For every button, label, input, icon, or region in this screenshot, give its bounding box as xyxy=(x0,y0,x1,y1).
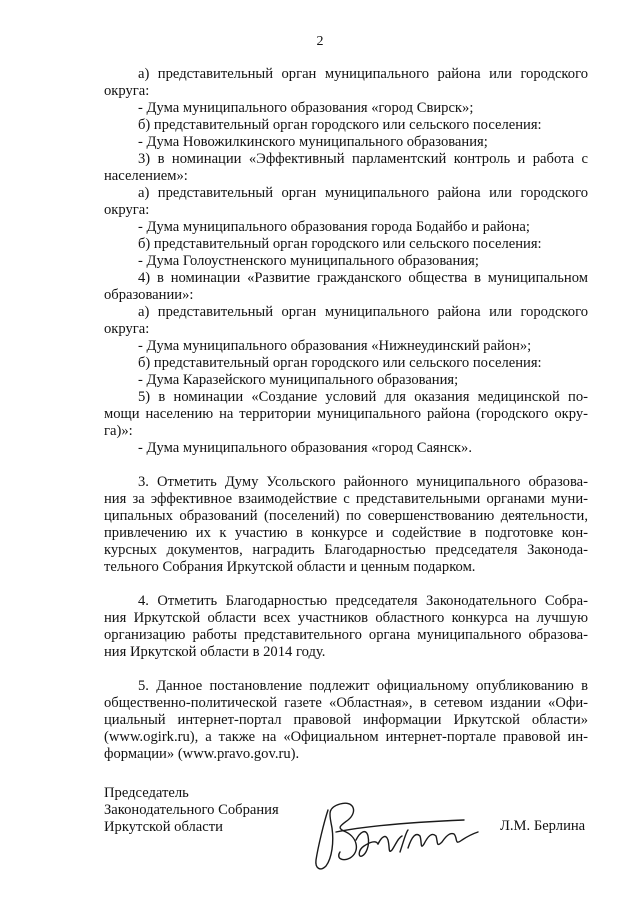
text-line: б) представительный орган городского или сельского поселения: xyxy=(138,236,542,252)
text-line: - Дума муниципального образования города Бодайбо и района; xyxy=(138,219,530,235)
text-line: округа: xyxy=(104,321,150,337)
text-line: а) представительный орган муниципального района или городского xyxy=(138,304,588,320)
text-line: га)»: xyxy=(104,423,133,439)
signatory-position: Законодательного Собрания xyxy=(104,802,279,818)
text-line: организацию работы представительного органа муниципального образова- xyxy=(104,627,588,643)
page-number: 2 xyxy=(316,34,324,49)
text-line: 5) в номинации «Создание условий для оказания медицинской по- xyxy=(138,389,588,405)
handwritten-signature xyxy=(296,792,496,882)
text-line: 3) в номинации «Эффективный парламентский контроль и работа с xyxy=(138,151,588,167)
signatory-position: Председатель xyxy=(104,785,189,801)
text-line: циальный интернет-портал правовой информации Иркутской области» xyxy=(104,712,588,728)
text-line: а) представительный орган муниципального района или городского xyxy=(138,66,588,82)
text-line: ципальных образований (поселений) по совершенствованию деятельности, xyxy=(104,508,588,524)
text-line: округа: xyxy=(104,202,150,218)
text-line: а) представительный орган муниципального района или городского xyxy=(138,185,588,201)
text-line: формации» (www.pravo.gov.ru). xyxy=(104,746,300,762)
text-line: тельного Собрания Иркутской области и ценным подарком. xyxy=(104,559,476,575)
text-line: б) представительный орган городского или сельского поселения: xyxy=(138,355,542,371)
text-line: 4) в номинации «Развитие гражданского общества в муниципальном xyxy=(138,270,588,286)
text-line: 4. Отметить Благодарностью председателя Законодательного Собра- xyxy=(138,593,588,609)
text-line: - Дума Каразейского муниципального образования; xyxy=(138,372,459,388)
text-line: - Дума муниципального образования «Нижнеудинский район»; xyxy=(138,338,532,354)
text-line: привлечению их к участию в конкурсе и содействие в подготовке кон- xyxy=(104,525,588,541)
text-line: ния за эффективное взаимодействие с представительными органами муни- xyxy=(104,491,588,507)
text-line: ния Иркутской области в 2014 году. xyxy=(104,644,326,660)
signatory-position: Иркутской области xyxy=(104,819,223,835)
text-line: ния Иркутской области всех участников областного конкурса на лучшую xyxy=(104,610,588,626)
text-line: округа: xyxy=(104,83,150,99)
text-line: - Дума муниципального образования «город Саянск». xyxy=(138,440,472,456)
signatory-name: Л.М. Берлина xyxy=(500,818,586,834)
text-line: (www.ogirk.ru), а также на «Официальном интернет-портале правовой ин- xyxy=(104,729,588,745)
text-line: 3. Отметить Думу Усольского районного муниципального образова- xyxy=(138,474,588,490)
text-line: образовании»: xyxy=(104,287,194,303)
text-line: - Дума муниципального образования «город Свирск»; xyxy=(138,100,474,116)
text-line: - Дума Голоустненского муниципального образования; xyxy=(138,253,479,269)
text-line: общественно-политической газете «Областная», в сетевом издании «Офи- xyxy=(104,695,588,711)
text-line: б) представительный орган городского или сельского поселения: xyxy=(138,117,542,133)
text-line: курсных документов, наградить Благодарностью председателя Законода- xyxy=(104,542,588,558)
text-line: мощи населению на территории муниципального района (городского окру- xyxy=(104,406,588,422)
text-line: населением»: xyxy=(104,168,188,184)
text-line: 5. Данное постановление подлежит официальному опубликованию в xyxy=(138,678,588,694)
text-line: - Дума Новожилкинского муниципального образования; xyxy=(138,134,488,150)
